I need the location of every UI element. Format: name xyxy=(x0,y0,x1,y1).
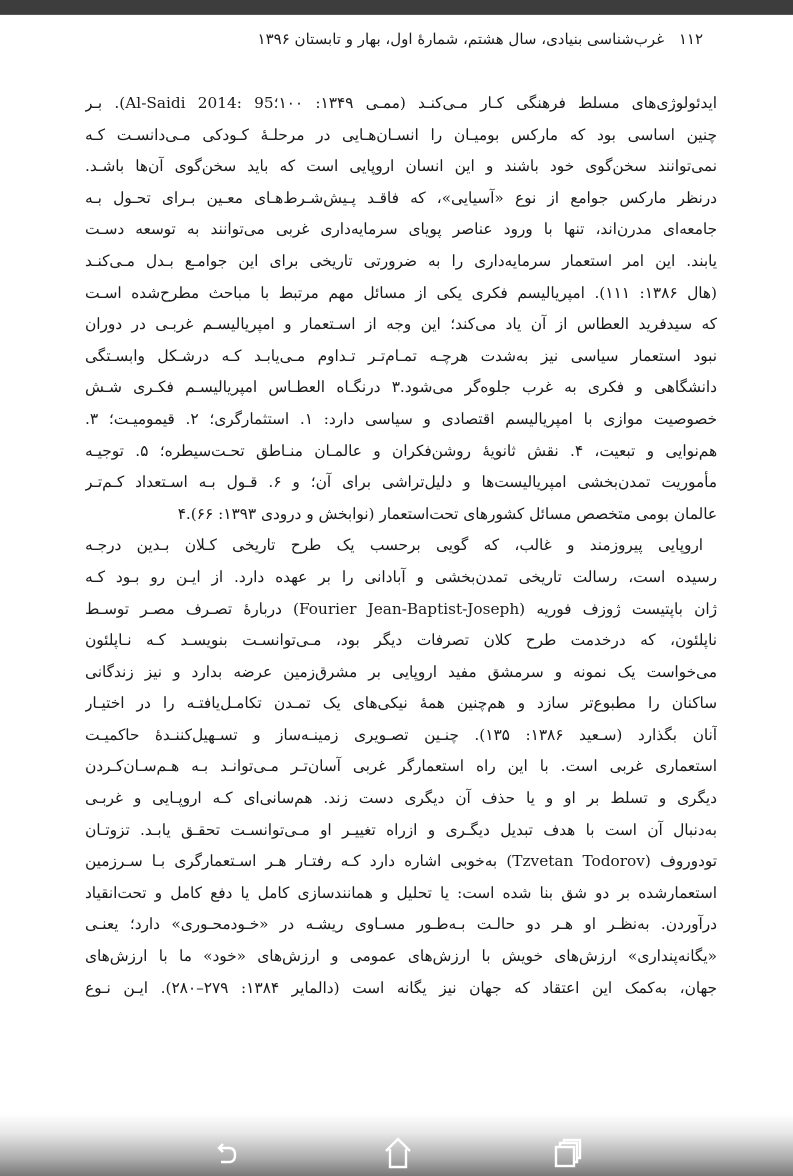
recent-apps-button[interactable] xyxy=(548,1136,588,1170)
text-line: اروپایی پیروزمند و غالب، که گویی برحسب یک طرح تاریخی کـلان بـدین درجـه xyxy=(85,536,703,555)
text-line: (هال ۱۳۸۶: ۱۱۱). امپریالیسم فکری یکی از مسائل مهم مرتبط با مباحث مطرح‌شده اسـت xyxy=(85,283,717,302)
text-line: جهان، به‌کمک این اعتقاد که جهان نیز یگانه است (دالمایر ۱۳۸۴: ۲۷۹–۲۸۰). ایـن نـوع xyxy=(85,978,717,997)
text-line: به‌دنبال آن است با هدف تبدیل دیگـری و ازراه تغییـر او مـی‌توانسـت تحقـق یابـد. تزوتـان xyxy=(85,820,717,839)
text-line: دانشگاهی و فکری به غرب جلوه‌گر می‌شود.۳ درنگـاه العطـاس امپریالیسـم فکـری شـش xyxy=(85,378,717,397)
status-bar xyxy=(0,0,793,15)
text-line: نمی‌توانند سخن‌گوی خود باشند و این انسان اروپایی است که باید سخن‌گوی آن‌ها باشـد. xyxy=(85,157,717,176)
document-body xyxy=(85,88,717,1004)
home-icon xyxy=(383,1137,413,1169)
text-line: آنان بگذارد (سـعید ۱۳۸۶: ۱۳۵). چنـین تصـویری زمینـه‌ساز و تسـهیل‌کننـدهٔ حاکمیـت xyxy=(85,725,717,744)
text-line: نبود استعمار سیاسی نیز به‌شدت هرچـه تمـام‌تـر تـداوم مـی‌یابـد کـه درشـکل وابسـتگی xyxy=(85,346,717,365)
text-line: می‌خواست یک نمونه و سرمشق مفید اروپایی بر مشرق‌زمین عرضه بدارد و نیز زندگانی xyxy=(85,662,717,681)
home-button[interactable] xyxy=(378,1136,418,1170)
text-line: استعماری غربی است. با این راه استعمارگر غربی آسان‌تـر مـی‌توانـد بـه هـم‌سـان‌کـردن xyxy=(85,757,717,776)
text-line: هم‌نوایی و تبعیت، ۴. نقش ثانویهٔ روشن‌فکران و عالمـان منـاطق تحـت‌سیطره؛ ۵. توجیـه xyxy=(85,441,717,460)
text-line: خصوصیت موازی با امپریالیسم اقتصادی و سیاسی دارد: ۱. استثمارگری؛ ۲. قیمومیـت؛ ۳. xyxy=(85,409,717,428)
text-line: رسیده است، رسالت تاریخی تمدن‌بخشی و آبادانی را بر عهده دارد. از ایـن رو بـود کـه xyxy=(85,567,717,586)
page-number: ۱۱۲ xyxy=(678,30,703,48)
text-line: ساکنان را مطبوع‌تر سازد و هم‌چنین همهٔ نیکی‌های یک تمـدن تکامـل‌یافتـه را در اختیـار xyxy=(85,694,717,713)
recent-apps-icon xyxy=(553,1137,583,1169)
text-line: یابند. این امر استعمار سرمایه‌داری را به ضرورتی تاریخی برای این جوامـع بـدل مـی‌کنـد xyxy=(85,251,717,270)
text-line: ایدئولوژی‌های مسلط فرهنگی کـار مـی‌کنـد (ممـی ۱۳۴۹: ۱۰۰؛95 :Al-Saidi 2014). بـر xyxy=(85,94,717,112)
back-button[interactable] xyxy=(208,1136,248,1170)
text-line: دیگری و تسلط بر او و یا حذف آن دیگری دست زند. هم‌سانی‌ای کـه اروپـایی و غربـی xyxy=(85,789,717,808)
back-arrow-icon xyxy=(213,1138,243,1168)
text-line: ناپلئون، که درخدمت طرح کلان تصرفات دیگر بود، مـی‌توانسـت بنویسـد کـه نـاپلئون xyxy=(85,631,717,650)
page-header xyxy=(200,30,703,60)
text-line: چنین اساسی بود که مارکس بومیـان را انسـان‌هـایی در مرحلـهٔ کـودکی مـی‌دانسـت کـه xyxy=(85,125,717,144)
text-line: مأموریت تمدن‌بخشی امپریالیست‌ها و دلیل‌تراشی برای آن؛ و ۶. قـول بـه اسـتعداد کـم‌تـر xyxy=(85,473,717,492)
text-line: ژان باپتیست ژوزف فوریه (Fourier Jean-Baptist-Joseph) دربارهٔ تصـرف مصـر توسـط xyxy=(85,599,717,618)
text-line: عالمان بومی متخصص مسائل کشورهای تحت‌استعمار (نوابخش و درودی ۱۳۹۳: ۶۶).۴ xyxy=(177,504,717,523)
running-title: غرب‌شناسی بنیادی، سال هشتم، شمارهٔ اول، بهار و تابستان ۱۳۹۶ xyxy=(257,30,665,48)
text-line: که سیدفرید العطاس از آن یاد می‌کند؛ این وجه از اسـتعمار و امپریالیسـم غربـی در دوران xyxy=(85,315,717,334)
text-line: جامعه‌ای مدرن‌اند، تنها با ورود عناصر پویای سرمایه‌داری غربی می‌توانند به توسعه دسـت xyxy=(85,220,717,239)
text-line: استعمارشده بر دو شق بنا شده است: یا تحلیل و همانندسازی کامل یا دفع کامل و تحت‌انقیاد xyxy=(85,883,717,902)
text-line: تودوروف (Tzvetan Todorov) به‌خوبی اشاره دارد کـه رفتـار هـر اسـتعمارگری بـا سـرزمین xyxy=(85,852,717,871)
navigation-bar xyxy=(0,1114,793,1176)
text-line: درآوردن. به‌نظـر او هـر دو حالـت بـه‌طـور مسـاوی ریشـه در «خـودمحـوری» دارد؛ یعنـی xyxy=(85,915,717,934)
text-line: «یگانه‌پنداری» ارزش‌های خویش با ارزش‌های عمومی و ارزش‌های «خود» ما با ارزش‌های xyxy=(85,947,717,966)
text-line: درنظر مارکس جوامع از نوع «آسیایی»، که فاقـد پـیش‌شـرط‌هـای معـین بـرای تحـول بـه xyxy=(85,188,717,207)
